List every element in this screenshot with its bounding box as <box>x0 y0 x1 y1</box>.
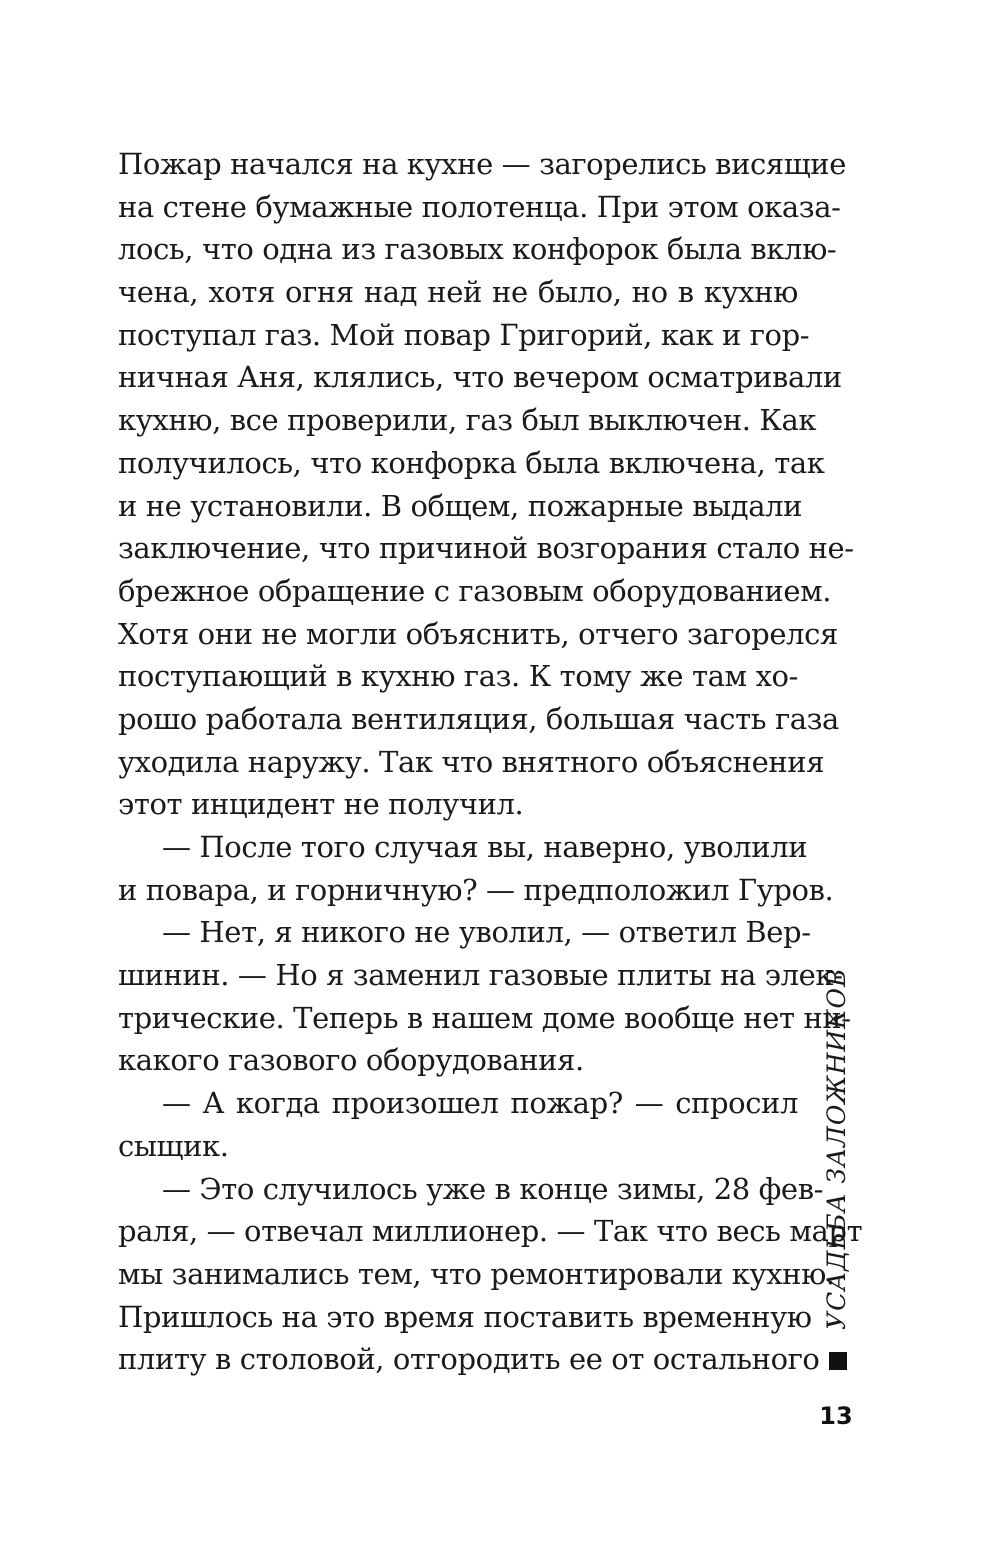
square-marker-icon <box>829 1352 847 1370</box>
text-line: лось, что одна из газовых конфорок была вклю- <box>118 232 837 267</box>
text-line: на стене бумажные полотенца. При этом оказа- <box>118 189 841 224</box>
text-line: брежное обращение с газовым оборудованием. <box>118 573 832 608</box>
text-line: трические. Теперь в нашем доме вообще нет ни- <box>118 1000 851 1035</box>
text-line: и не установили. В общем, пожарные выдали <box>118 488 803 523</box>
text-line: поступающий в кухню газ. К тому же там хо- <box>118 659 798 694</box>
text-line: чена, хотя огня над ней не было, но в кухню <box>118 275 798 310</box>
text-line: заключение, что причиной возгорания стало не- <box>118 531 854 566</box>
text-line: плиту в столовой, отгородить ее от остального <box>118 1342 820 1377</box>
text-line: мы занимались тем, что ремонтировали кухню. <box>118 1256 835 1291</box>
page-number: 13 <box>819 1402 853 1430</box>
text-line: поступал газ. Мой повар Григорий, как и гор- <box>118 317 810 352</box>
text-line: Хотя они не могли объяснить, отчего загорелся <box>118 616 838 651</box>
text-line: кухню, все проверили, газ был выключен. Как <box>118 403 817 438</box>
text-line: шинин. — Но я заменил газовые плиты на элек- <box>118 958 843 993</box>
text-line: — Нет, я никого не уволил, — ответил Вер- <box>162 915 811 950</box>
running-title: УСАДЬБА ЗАЛОЖНИКОВ <box>822 967 851 1330</box>
text-line: этот инцидент не получил. <box>118 787 524 822</box>
text-line: и повара, и горничную? — предположил Гуров. <box>118 872 834 907</box>
text-line: — А когда произошел пожар? — спросил <box>162 1086 798 1121</box>
text-line: Пришлось на это время поставить временную <box>118 1299 812 1334</box>
text-line: сыщик. <box>118 1128 229 1163</box>
text-line: Пожар начался на кухне — загорелись висящие <box>118 147 846 181</box>
text-line: уходила наружу. Так что внятного объяснения <box>118 744 825 779</box>
text-line: — Это случилось уже в конце зимы, 28 фев- <box>162 1171 824 1206</box>
text-line: получилось, что конфорка была включена, так <box>118 445 825 480</box>
text-line: рошо работала вентиляция, большая часть газа <box>118 701 839 736</box>
text-line: раля, — отвечал миллионер. — Так что весь март <box>118 1214 863 1249</box>
text-line: какого газового оборудования. <box>118 1043 584 1078</box>
text-line: ничная Аня, клялись, что вечером осматривали <box>118 360 842 395</box>
text-line: — После того случая вы, наверно, уволили <box>162 830 808 864</box>
